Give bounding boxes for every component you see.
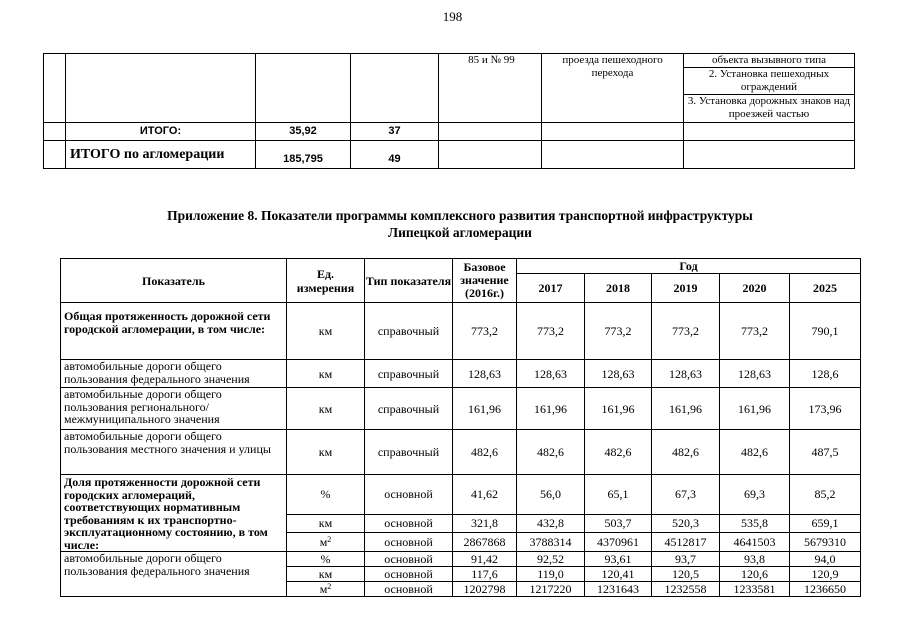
value-cell: 67,3 [652,475,720,515]
header-year-2018: 2018 [585,274,652,303]
value-cell: 173,96 [790,388,861,430]
base-value-cell: 91,42 [453,552,517,567]
appendix-title-line: Приложение 8. Показатели программы комплексного развития транспортной инфраструктуры [167,208,753,223]
header-year-2020: 2020 [720,274,790,303]
indicator-label: автомобильные дороги общего пользования регионального/ межмуниципального значения [61,388,287,430]
value-cell: 161,96 [517,388,585,430]
value-cell: 120,5 [652,567,720,582]
value-cell: 773,2 [720,303,790,360]
value-cell: 69,3 [720,475,790,515]
unit-cell: км [287,567,365,582]
header-year-2017: 2017 [517,274,585,303]
base-value-cell: 321,8 [453,514,517,532]
value-cell: 773,2 [517,303,585,360]
base-value-cell: 482,6 [453,430,517,475]
value-cell: 773,2 [585,303,652,360]
unit-cell: $м^2$ [287,582,365,597]
value-cell: 1236650 [790,582,861,597]
unit-cell: % [287,475,365,515]
value-cell: 535,8 [720,514,790,532]
itogo-agglomeration-value-1: 185,795 [256,141,351,169]
indicators-table [60,258,861,597]
unit-cell: км [287,388,365,430]
value-cell: 482,6 [652,430,720,475]
unit-cell: км [287,360,365,388]
header-year-2019: 2019 [652,274,720,303]
value-cell: 790,1 [790,303,861,360]
base-value-cell: 128,63 [453,360,517,388]
type-cell: справочный [365,360,453,388]
value-cell: 128,6 [790,360,861,388]
previous-table-continuation [43,53,855,169]
header-year-2025: 2025 [790,274,861,303]
value-cell: 128,63 [720,360,790,388]
value-cell: 4641503 [720,532,790,551]
appendix-title [60,207,860,241]
type-cell: основной [365,532,453,551]
value-cell: 92,52 [517,552,585,567]
base-value-cell: 773,2 [453,303,517,360]
type-cell: основной [365,567,453,582]
base-value-cell: 117,6 [453,567,517,582]
value-cell: 482,6 [585,430,652,475]
value-cell: 119,0 [517,567,585,582]
value-cell: 65,1 [585,475,652,515]
value-cell: 503,7 [585,514,652,532]
value-cell: 5679310 [790,532,861,551]
header-unit: Ед. измерения [287,259,365,303]
measure-cell: 2. Установка пешеходных ограждений [684,68,855,95]
unit-cell: $м^2$ [287,532,365,551]
value-cell: 1217220 [517,582,585,597]
header-indicator: Показатель [61,259,287,303]
table-row [61,303,861,360]
indicator-label: Общая протяженность дорожной сети городской агломерации, в том числе: [61,303,287,360]
value-cell: 128,63 [585,360,652,388]
value-cell: 1232558 [652,582,720,597]
itogo-value-2: 37 [351,123,439,141]
value-cell: 161,96 [585,388,652,430]
value-cell: 120,41 [585,567,652,582]
type-cell: основной [365,475,453,515]
header-type: Тип показателя [365,259,453,303]
appendix-title-line: Липецкой агломерации [388,225,532,240]
indicator-label: автомобильные дороги общего пользования федерального значения [61,552,287,597]
type-cell: справочный [365,388,453,430]
indicator-label: автомобильные дороги общего пользования местного значения и улицы [61,430,287,475]
value-cell: 659,1 [790,514,861,532]
header-year: Год [517,259,861,274]
table-row [61,388,861,430]
type-cell: справочный [365,430,453,475]
table-row [61,360,861,388]
value-cell: 128,63 [652,360,720,388]
unit-cell: % [287,552,365,567]
value-cell: 520,3 [652,514,720,532]
value-cell: 93,7 [652,552,720,567]
law-reference: 85 и № 99 [439,54,542,123]
base-value-cell: 41,62 [453,475,517,515]
base-value-cell: 2867868 [453,532,517,551]
unit-cell: км [287,514,365,532]
table-row [61,475,861,515]
measure-cell: объекта вызывного типа [684,54,855,68]
itogo-value-1: 35,92 [256,123,351,141]
value-cell: 56,0 [517,475,585,515]
reason-cell: проезда пешеходного перехода [542,54,684,123]
value-cell: 487,5 [790,430,861,475]
base-value-cell: 1202798 [453,582,517,597]
page-number: 198 [442,9,463,24]
itogo-agglomeration-label: ИТОГО по агломерации [66,141,256,169]
value-cell: 3788314 [517,532,585,551]
value-cell: 94,0 [790,552,861,567]
value-cell: 4512817 [652,532,720,551]
value-cell: 120,9 [790,567,861,582]
type-cell: основной [365,552,453,567]
value-cell: 482,6 [720,430,790,475]
unit-cell: км [287,303,365,360]
itogo-agglomeration-value-2: 49 [351,141,439,169]
value-cell: 93,61 [585,552,652,567]
value-cell: 773,2 [652,303,720,360]
type-cell: справочный [365,303,453,360]
type-cell: основной [365,582,453,597]
value-cell: 85,2 [790,475,861,515]
indicator-label: автомобильные дороги общего пользования федерального значения [61,360,287,388]
value-cell: 482,6 [517,430,585,475]
type-cell: основной [365,514,453,532]
base-value-cell: 161,96 [453,388,517,430]
header-base-value: Базовое значение (2016г.) [453,259,517,303]
measure-cell: 3. Установка дорожных знаков над проезжей частью [684,95,855,123]
value-cell: 128,63 [517,360,585,388]
value-cell: 93,8 [720,552,790,567]
indicator-label: Доля протяженности дорожной сети городских агломераций, соответствующих нормативным требованиям к их транспортно-эксплуатационному состоянию, в том числе: [61,475,287,552]
value-cell: 161,96 [720,388,790,430]
value-cell: 1231643 [585,582,652,597]
unit-cell: км [287,430,365,475]
value-cell: 161,96 [652,388,720,430]
value-cell: 432,8 [517,514,585,532]
table-row [61,552,861,567]
table-row [61,430,861,475]
value-cell: 1233581 [720,582,790,597]
itogo-label: ИТОГО: [66,123,256,141]
value-cell: 120,6 [720,567,790,582]
value-cell: 4370961 [585,532,652,551]
